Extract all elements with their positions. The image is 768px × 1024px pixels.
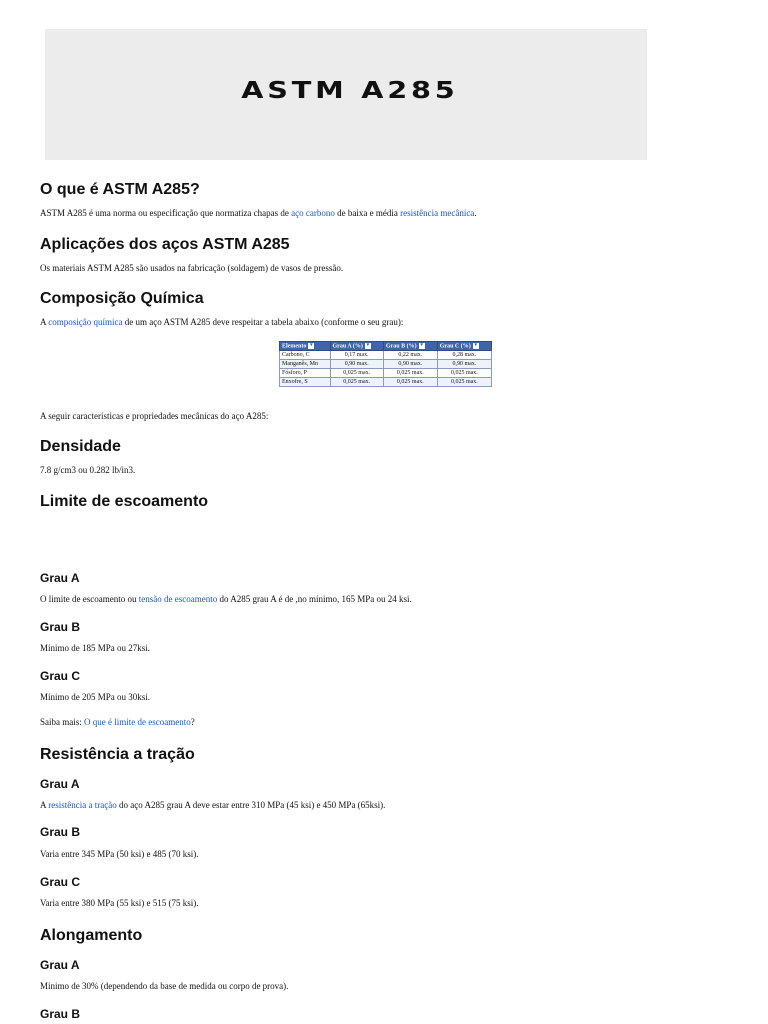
link-tensao-escoamento[interactable]: tensão de escoamento bbox=[138, 594, 218, 604]
composicao-paragraph bbox=[40, 317, 403, 327]
subheading-grau-b: Grau B bbox=[40, 825, 81, 839]
table-cell: 0,025 max. bbox=[330, 369, 383, 378]
subheading-grau-c: Grau C bbox=[40, 669, 81, 683]
column-header-label: Elemento bbox=[282, 343, 307, 350]
column-header-label: Grau C (%) bbox=[439, 343, 471, 350]
composicao-text-end: de um aço ASTM A285 deve respeitar a tabela abaixo (conforme o seu grau): bbox=[122, 317, 404, 327]
escoamento-text-end: do A285 grau A é de ,no mínimo, 165 MPa ou 24 ksi. bbox=[217, 594, 412, 604]
caracteristicas-paragraph: A seguir características e propriedades mecânicas do aço A285: bbox=[40, 411, 269, 421]
intro-text-start: ASTM A285 é uma norma ou especificação que normatiza chapas de bbox=[40, 208, 292, 218]
tracao-text-start: A bbox=[40, 800, 49, 810]
aplicacoes-paragraph: Os materiais ASTM A285 são usados na fabricação (soldagem) de vasos de pressão. bbox=[40, 263, 344, 273]
link-composicao-quimica[interactable]: composição química bbox=[48, 317, 123, 327]
heading-composicao: Composição Química bbox=[40, 290, 204, 307]
subheading-grau-b: Grau B bbox=[40, 1007, 81, 1021]
table-cell: 0,025 max. bbox=[383, 369, 437, 378]
column-header bbox=[383, 342, 437, 351]
saiba-mais-text-end: ? bbox=[190, 717, 195, 727]
table-cell: Fósforo, P bbox=[280, 369, 331, 378]
composition-table bbox=[279, 341, 492, 387]
alongamento-grau-a-paragraph: Mínimo de 30% (dependendo da base de medida ou corpo de prova). bbox=[40, 981, 289, 991]
column-header bbox=[437, 342, 491, 351]
table-row bbox=[280, 378, 492, 387]
table-cell: 0,025 max. bbox=[383, 378, 437, 387]
heading-aplicacoes: Aplicações dos aços ASTM A285 bbox=[40, 236, 290, 253]
tracao-text-end: do aço A285 grau A deve estar entre 310 MPa (45 ksi) e 450 MPa (65ksi). bbox=[116, 800, 386, 810]
link-resistencia-tracao[interactable]: resistência a tração bbox=[48, 800, 117, 810]
filter-dropdown-icon[interactable]: ▾ bbox=[420, 343, 423, 348]
hero-banner bbox=[45, 29, 647, 160]
subheading-grau-a: Grau A bbox=[40, 571, 80, 585]
saiba-mais-text-start: Saiba mais: bbox=[40, 717, 84, 727]
subheading-grau-b: Grau B bbox=[40, 620, 81, 634]
composition-table-wrapper bbox=[279, 341, 492, 387]
table-cell: 0,17 max. bbox=[330, 351, 383, 360]
table-cell: 0,025 max. bbox=[437, 378, 491, 387]
subheading-grau-a: Grau A bbox=[40, 958, 80, 972]
filter-dropdown-icon[interactable]: ▾ bbox=[366, 343, 370, 348]
table-cell: Manganês, Mn bbox=[280, 360, 331, 369]
composicao-text-start: A bbox=[40, 317, 49, 327]
tracao-grau-c-paragraph: Varia entre 380 MPa (55 ksi) e 515 (75 ksi). bbox=[40, 898, 199, 908]
table-cell: 0,025 max. bbox=[330, 378, 383, 387]
column-header-label: Grau B (%) bbox=[385, 343, 417, 350]
escoamento-grau-c-paragraph: Mínimo de 205 MPa ou 30ksi. bbox=[40, 692, 151, 702]
banner-title: ASTM A285 bbox=[241, 77, 459, 104]
link-o-que-e-limite-escoamento[interactable]: O que é limite de escoamento bbox=[84, 717, 191, 727]
table-cell: 0,90 max. bbox=[330, 360, 383, 369]
heading-alongamento: Alongamento bbox=[40, 927, 143, 944]
table-cell: 0,025 max. bbox=[437, 369, 491, 378]
filter-dropdown-icon[interactable]: ▾ bbox=[474, 343, 477, 348]
table-row bbox=[280, 360, 492, 369]
heading-resistencia-tracao: Resistência a tração bbox=[40, 746, 195, 763]
column-header bbox=[280, 342, 331, 351]
saiba-mais-paragraph bbox=[40, 717, 195, 727]
tracao-grau-b-paragraph: Varia entre 345 MPa (50 ksi) e 485 (70 ksi). bbox=[40, 849, 199, 859]
table-cell: Carbono, C bbox=[280, 351, 331, 360]
subheading-grau-c: Grau C bbox=[40, 875, 81, 889]
column-header-label: Grau A (%) bbox=[332, 343, 363, 350]
escoamento-grau-b-paragraph: Mínimo de 185 MPa ou 27ksi. bbox=[40, 643, 151, 653]
filter-dropdown-icon[interactable]: ▾ bbox=[310, 343, 313, 348]
table-header-row bbox=[280, 342, 492, 351]
intro-text-middle: de baixa e média bbox=[334, 208, 401, 218]
densidade-paragraph: 7.8 g/cm3 ou 0.282 lb/in3. bbox=[40, 465, 136, 475]
table-row bbox=[280, 351, 492, 360]
table-row bbox=[280, 369, 492, 378]
table-cell: Enxofre, S bbox=[280, 378, 331, 387]
escoamento-grau-a-paragraph bbox=[40, 594, 412, 604]
subheading-grau-a: Grau A bbox=[40, 777, 80, 791]
heading-limite-escoamento: Limite de escoamento bbox=[40, 493, 209, 510]
table-cell: 0,28 max. bbox=[437, 351, 491, 360]
table-cell: 0,90 max. bbox=[383, 360, 437, 369]
heading-densidade: Densidade bbox=[40, 438, 121, 455]
link-resistencia-mecanica[interactable]: resistência mecânica bbox=[400, 208, 475, 218]
intro-text-end: . bbox=[474, 208, 477, 218]
link-aco-carbono[interactable]: aço carbono bbox=[291, 208, 335, 218]
table-cell: 0,22 max. bbox=[383, 351, 437, 360]
table-cell: 0,90 max. bbox=[437, 360, 491, 369]
heading-o-que-e: O que é ASTM A285? bbox=[40, 181, 200, 198]
intro-paragraph bbox=[40, 208, 477, 218]
escoamento-text-start: O limite de escoamento ou bbox=[40, 594, 139, 604]
tracao-grau-a-paragraph bbox=[40, 800, 385, 810]
column-header bbox=[330, 342, 383, 351]
